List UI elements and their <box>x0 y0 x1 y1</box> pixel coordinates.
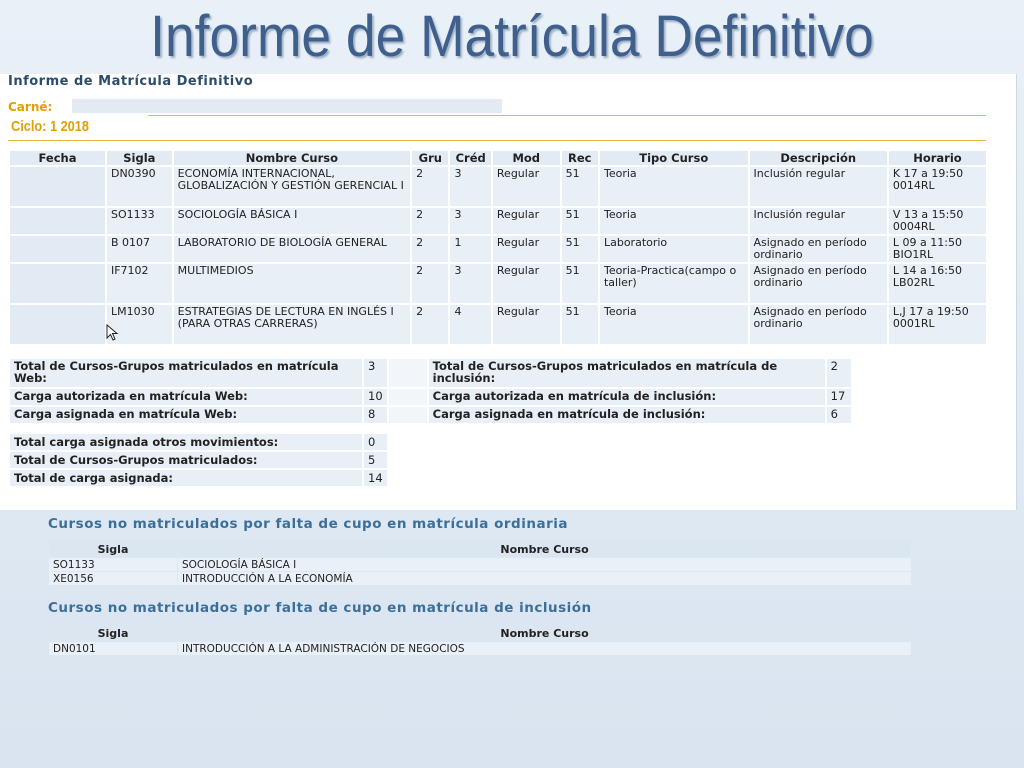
cell-nombre: MULTIMEDIOS <box>174 264 410 303</box>
cell-sigla: IF7102 <box>107 264 172 303</box>
table-row <box>10 264 986 303</box>
cell-sigla: DN0390 <box>107 167 172 206</box>
cell-nombre: SOCIOLOGÍA BÁSICA I <box>174 208 410 234</box>
cell-nombre: ECONOMÍA INTERNACIONAL, GLOBALIZACIÓN Y GESTIÓN GERENCIAL I <box>174 167 410 206</box>
table-row <box>10 208 986 234</box>
cell-rec: 51 <box>562 208 598 234</box>
cell-rec: 51 <box>562 236 598 262</box>
carga-autorizada-web-label: Carga autorizada en matrícula Web: <box>10 389 362 405</box>
total-grupos-value: 5 <box>364 452 387 468</box>
cell-nombre: LABORATORIO DE BIOLOGÍA GENERAL <box>174 236 410 262</box>
carne-value <box>72 99 502 113</box>
carga-autorizada-web-value: 10 <box>364 389 387 405</box>
carga-asignada-inclusion-value: 6 <box>827 407 851 423</box>
cell-horario: L 09 a 11:50 BIO1RL <box>889 236 986 262</box>
total-grupos-web-value: 3 <box>364 359 387 387</box>
cell-gru: 2 <box>412 236 448 262</box>
cell-rec: 51 <box>562 305 598 344</box>
table-row <box>10 470 387 486</box>
cell-mod: Regular <box>493 264 560 303</box>
col-sigla: Sigla <box>49 541 177 557</box>
carga-asignada-web-value: 8 <box>364 407 387 423</box>
divider <box>8 140 986 141</box>
cell-gru: 2 <box>412 305 448 344</box>
report-screenshot <box>0 74 1017 510</box>
cell-mod: Regular <box>493 208 560 234</box>
no-cupo-ordinaria-title: Cursos no matriculados por falta de cupo en matrícula ordinaria <box>48 516 568 532</box>
cell-tipo: Teoria <box>600 167 748 206</box>
spacer <box>389 389 427 405</box>
cell-gru: 2 <box>412 264 448 303</box>
cell-descripcion: Asignado en período ordinario <box>750 305 887 344</box>
total-grupos-inclusion-label: Total de Cursos-Grupos matriculados en matrícula de inclusión: <box>429 359 825 387</box>
cell-descripcion: Asignado en período ordinario <box>750 236 887 262</box>
col-sigla: Sigla <box>49 625 177 641</box>
total-otros-value: 0 <box>364 434 387 450</box>
total-grupos-inclusion-value: 2 <box>827 359 851 387</box>
col-gru: Gru <box>412 151 448 165</box>
totals-matricula-table <box>8 357 853 425</box>
divider <box>148 115 986 116</box>
total-otros-label: Total carga asignada otros movimientos: <box>10 434 362 450</box>
cell-horario: L,J 17 a 19:50 0001RL <box>889 305 986 344</box>
cell-tipo: Teoria-Practica(campo o taller) <box>600 264 748 303</box>
mouse-cursor-icon <box>106 324 120 342</box>
cell-nombre: ESTRATEGIAS DE LECTURA EN INGLÉS I (PARA OTRAS CARRERAS) <box>174 305 410 344</box>
cell-nombre: SOCIOLOGÍA BÁSICA I <box>178 558 911 571</box>
courses-table <box>8 149 988 346</box>
col-rec: Rec <box>562 151 598 165</box>
cell-cred: 4 <box>450 305 490 344</box>
total-carga-value: 14 <box>364 470 387 486</box>
carga-autorizada-inclusion-value: 17 <box>827 389 851 405</box>
col-sigla: Sigla <box>107 151 172 165</box>
cell-sigla: DN0101 <box>49 642 177 655</box>
col-descripcion: Descripción <box>750 151 887 165</box>
cell-horario: L 14 a 16:50 LB02RL <box>889 264 986 303</box>
cell-sigla: LM1030 <box>107 305 172 344</box>
cell-nombre: INTRODUCCIÓN A LA ECONOMÍA <box>178 572 911 585</box>
total-carga-label: Total de carga asignada: <box>10 470 362 486</box>
cell-horario: K 17 a 19:50 0014RL <box>889 167 986 206</box>
col-tipo: Tipo Curso <box>600 151 748 165</box>
cell-fecha <box>10 208 105 234</box>
cell-fecha <box>10 167 105 206</box>
cell-sigla: SO1133 <box>107 208 172 234</box>
cell-mod: Regular <box>493 305 560 344</box>
cell-horario: V 13 a 15:50 0004RL <box>889 208 986 234</box>
carga-asignada-inclusion-label: Carga asignada en matrícula de inclusión: <box>429 407 825 423</box>
cell-cred: 1 <box>450 236 490 262</box>
table-header-row <box>49 541 911 557</box>
totals-general-table <box>8 432 389 488</box>
table-row <box>10 389 851 405</box>
cell-nombre: INTRODUCCIÓN A LA ADMINISTRACIÓN DE NEGOCIOS <box>178 642 911 655</box>
cell-gru: 2 <box>412 167 448 206</box>
cell-rec: 51 <box>562 264 598 303</box>
cell-cred: 3 <box>450 167 490 206</box>
table-header-row <box>49 625 911 641</box>
cell-mod: Regular <box>493 167 560 206</box>
cell-tipo: Laboratorio <box>600 236 748 262</box>
col-horario: Horario <box>889 151 986 165</box>
ciclo-label: Ciclo: 1 2018 <box>11 118 89 135</box>
cell-descripcion: Inclusión regular <box>750 208 887 234</box>
carne-label: Carné: <box>8 100 53 114</box>
table-row <box>49 572 911 585</box>
cell-fecha <box>10 264 105 303</box>
spacer <box>389 359 427 387</box>
table-row <box>49 642 911 655</box>
cell-rec: 51 <box>562 167 598 206</box>
table-row <box>10 305 986 344</box>
carga-asignada-web-label: Carga asignada en matrícula Web: <box>10 407 362 423</box>
col-fecha: Fecha <box>10 151 105 165</box>
cell-cred: 3 <box>450 264 490 303</box>
courses-header-row <box>10 151 986 165</box>
cell-tipo: Teoria <box>600 305 748 344</box>
cell-sigla: B 0107 <box>107 236 172 262</box>
cell-cred: 3 <box>450 208 490 234</box>
cell-descripcion: Inclusión regular <box>750 167 887 206</box>
table-row <box>10 452 387 468</box>
cell-sigla: SO1133 <box>49 558 177 571</box>
table-row <box>49 558 911 571</box>
table-row <box>10 407 851 423</box>
cell-tipo: Teoria <box>600 208 748 234</box>
no-cupo-inclusion-title: Cursos no matriculados por falta de cupo en matrícula de inclusión <box>48 600 592 616</box>
no-cupo-ordinaria-table <box>48 540 912 586</box>
table-row <box>10 236 986 262</box>
total-grupos-web-label: Total de Cursos-Grupos matriculados en matrícula Web: <box>10 359 362 387</box>
cell-mod: Regular <box>493 236 560 262</box>
cell-fecha <box>10 236 105 262</box>
col-nombre: Nombre Curso <box>178 541 911 557</box>
report-header: Informe de Matrícula Definitivo <box>8 74 254 89</box>
col-mod: Mod <box>493 151 560 165</box>
col-cred: Créd <box>450 151 490 165</box>
total-grupos-label: Total de Cursos-Grupos matriculados: <box>10 452 362 468</box>
cell-gru: 2 <box>412 208 448 234</box>
spacer <box>389 407 427 423</box>
cell-fecha <box>10 305 105 344</box>
carga-autorizada-inclusion-label: Carga autorizada en matrícula de inclusión: <box>429 389 825 405</box>
col-nombre: Nombre Curso <box>178 625 911 641</box>
no-cupo-inclusion-table <box>48 624 912 656</box>
table-row <box>10 167 986 206</box>
table-row <box>10 434 387 450</box>
cell-sigla: XE0156 <box>49 572 177 585</box>
table-row <box>10 359 851 387</box>
slide-title: Informe de Matrícula Definitivo <box>150 4 874 69</box>
cell-descripcion: Asignado en período ordinario <box>750 264 887 303</box>
col-nombre: Nombre Curso <box>174 151 410 165</box>
